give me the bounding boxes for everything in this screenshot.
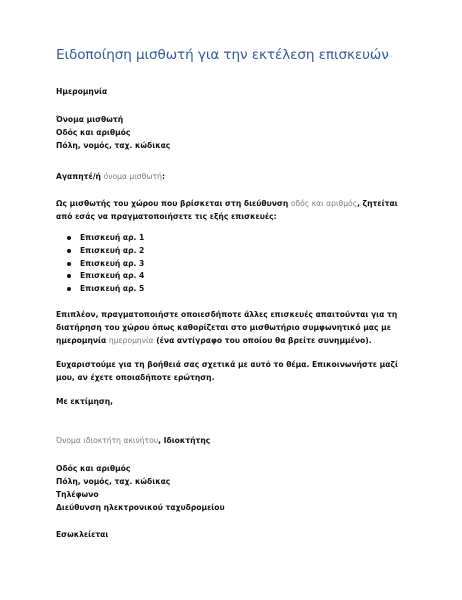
tenant-street: Οδός και αριθμός [56, 128, 131, 137]
salutation [56, 170, 412, 183]
list-item [67, 245, 412, 258]
document-title: Ειδοποίηση μισθωτή για την εκτέλεση επισκευών [56, 47, 389, 63]
salutation-suffix: : [161, 172, 166, 181]
owner-role: , Ιδιοκτήτης [158, 435, 211, 445]
salutation-name-placeholder: όνομα μισθωτή [103, 172, 162, 181]
owner-street: Οδός και αριθμός [56, 463, 131, 473]
bullet-icon [67, 262, 71, 266]
paragraph-request-part2: , ζητείται από εσάς να πραγματοποιήσετε τις εξής επισκευές: [56, 199, 398, 221]
lease-date-placeholder: ημερομηνία [108, 335, 154, 345]
list-item [67, 283, 412, 296]
owner-city: Πόλη, νομός, ταχ. κώδικας [56, 476, 171, 486]
repair-label: Επισκευή αρ. 1 [80, 233, 145, 242]
paragraph-additional-part2: (ένα αντίγραφο του οποίου θα βρείτε συνημμένο). [153, 335, 372, 345]
list-item [67, 270, 412, 283]
paragraph-request [56, 197, 412, 223]
tenant-name: Όνομα μισθωτή [56, 115, 124, 124]
paragraph-additional [56, 308, 412, 347]
paragraph-additional-part1: Επιπλέον, πραγματοποιήστε οποιεσδήποτε άλλες επισκευές απαιτούνται για τη διατήρηση του χώρου όπως καθορίζεται στο μισθωτήριο συμφωνητικό μας με ημερομηνία [56, 309, 398, 345]
owner-contact-block [56, 462, 412, 514]
bullet-icon [67, 249, 71, 253]
enclosure: Εσωκλείεται [56, 529, 109, 539]
signature-line [56, 434, 412, 447]
letter-body [56, 85, 412, 541]
owner-name-placeholder: Όνομα ιδιοκτήτη ακινήτου [56, 435, 159, 445]
address-placeholder: οδός και αριθμός [290, 199, 358, 208]
bullet-icon [67, 274, 71, 278]
salutation-prefix: Αγαπητέ/ή [56, 172, 104, 181]
paragraph-thanks: Ευχαριστούμε για τη βοήθειά σας σχετικά με αυτό το θέμα. Επικοινωνήστε μαζί μου, αν έχετε οποιαδήποτε ερώτηση. [56, 359, 398, 382]
bullet-icon [67, 236, 71, 240]
repair-label: Επισκευή αρ. 3 [80, 258, 145, 268]
paragraph-request-part1: Ως μισθωτής του χώρου που βρίσκεται στη διεύθυνση [56, 199, 291, 208]
date-field: Ημερομηνία [56, 87, 108, 96]
list-item [67, 232, 412, 245]
bullet-icon [67, 287, 71, 291]
repair-label: Επισκευή αρ. 4 [80, 271, 145, 281]
tenant-city: Πόλη, νομός, ταχ. κώδικας [56, 141, 171, 150]
closing: Με εκτίμηση, [56, 396, 114, 406]
repair-label: Επισκευή αρ. 5 [80, 284, 145, 294]
owner-email: Διεύθυνση ηλεκτρονικού ταχυδρομείου [56, 502, 225, 512]
list-item [67, 258, 412, 271]
tenant-address-block [56, 113, 412, 152]
repair-label: Επισκευή αρ. 2 [80, 245, 145, 255]
repairs-list [56, 232, 412, 296]
owner-phone: Τηλέφωνο [56, 489, 99, 499]
